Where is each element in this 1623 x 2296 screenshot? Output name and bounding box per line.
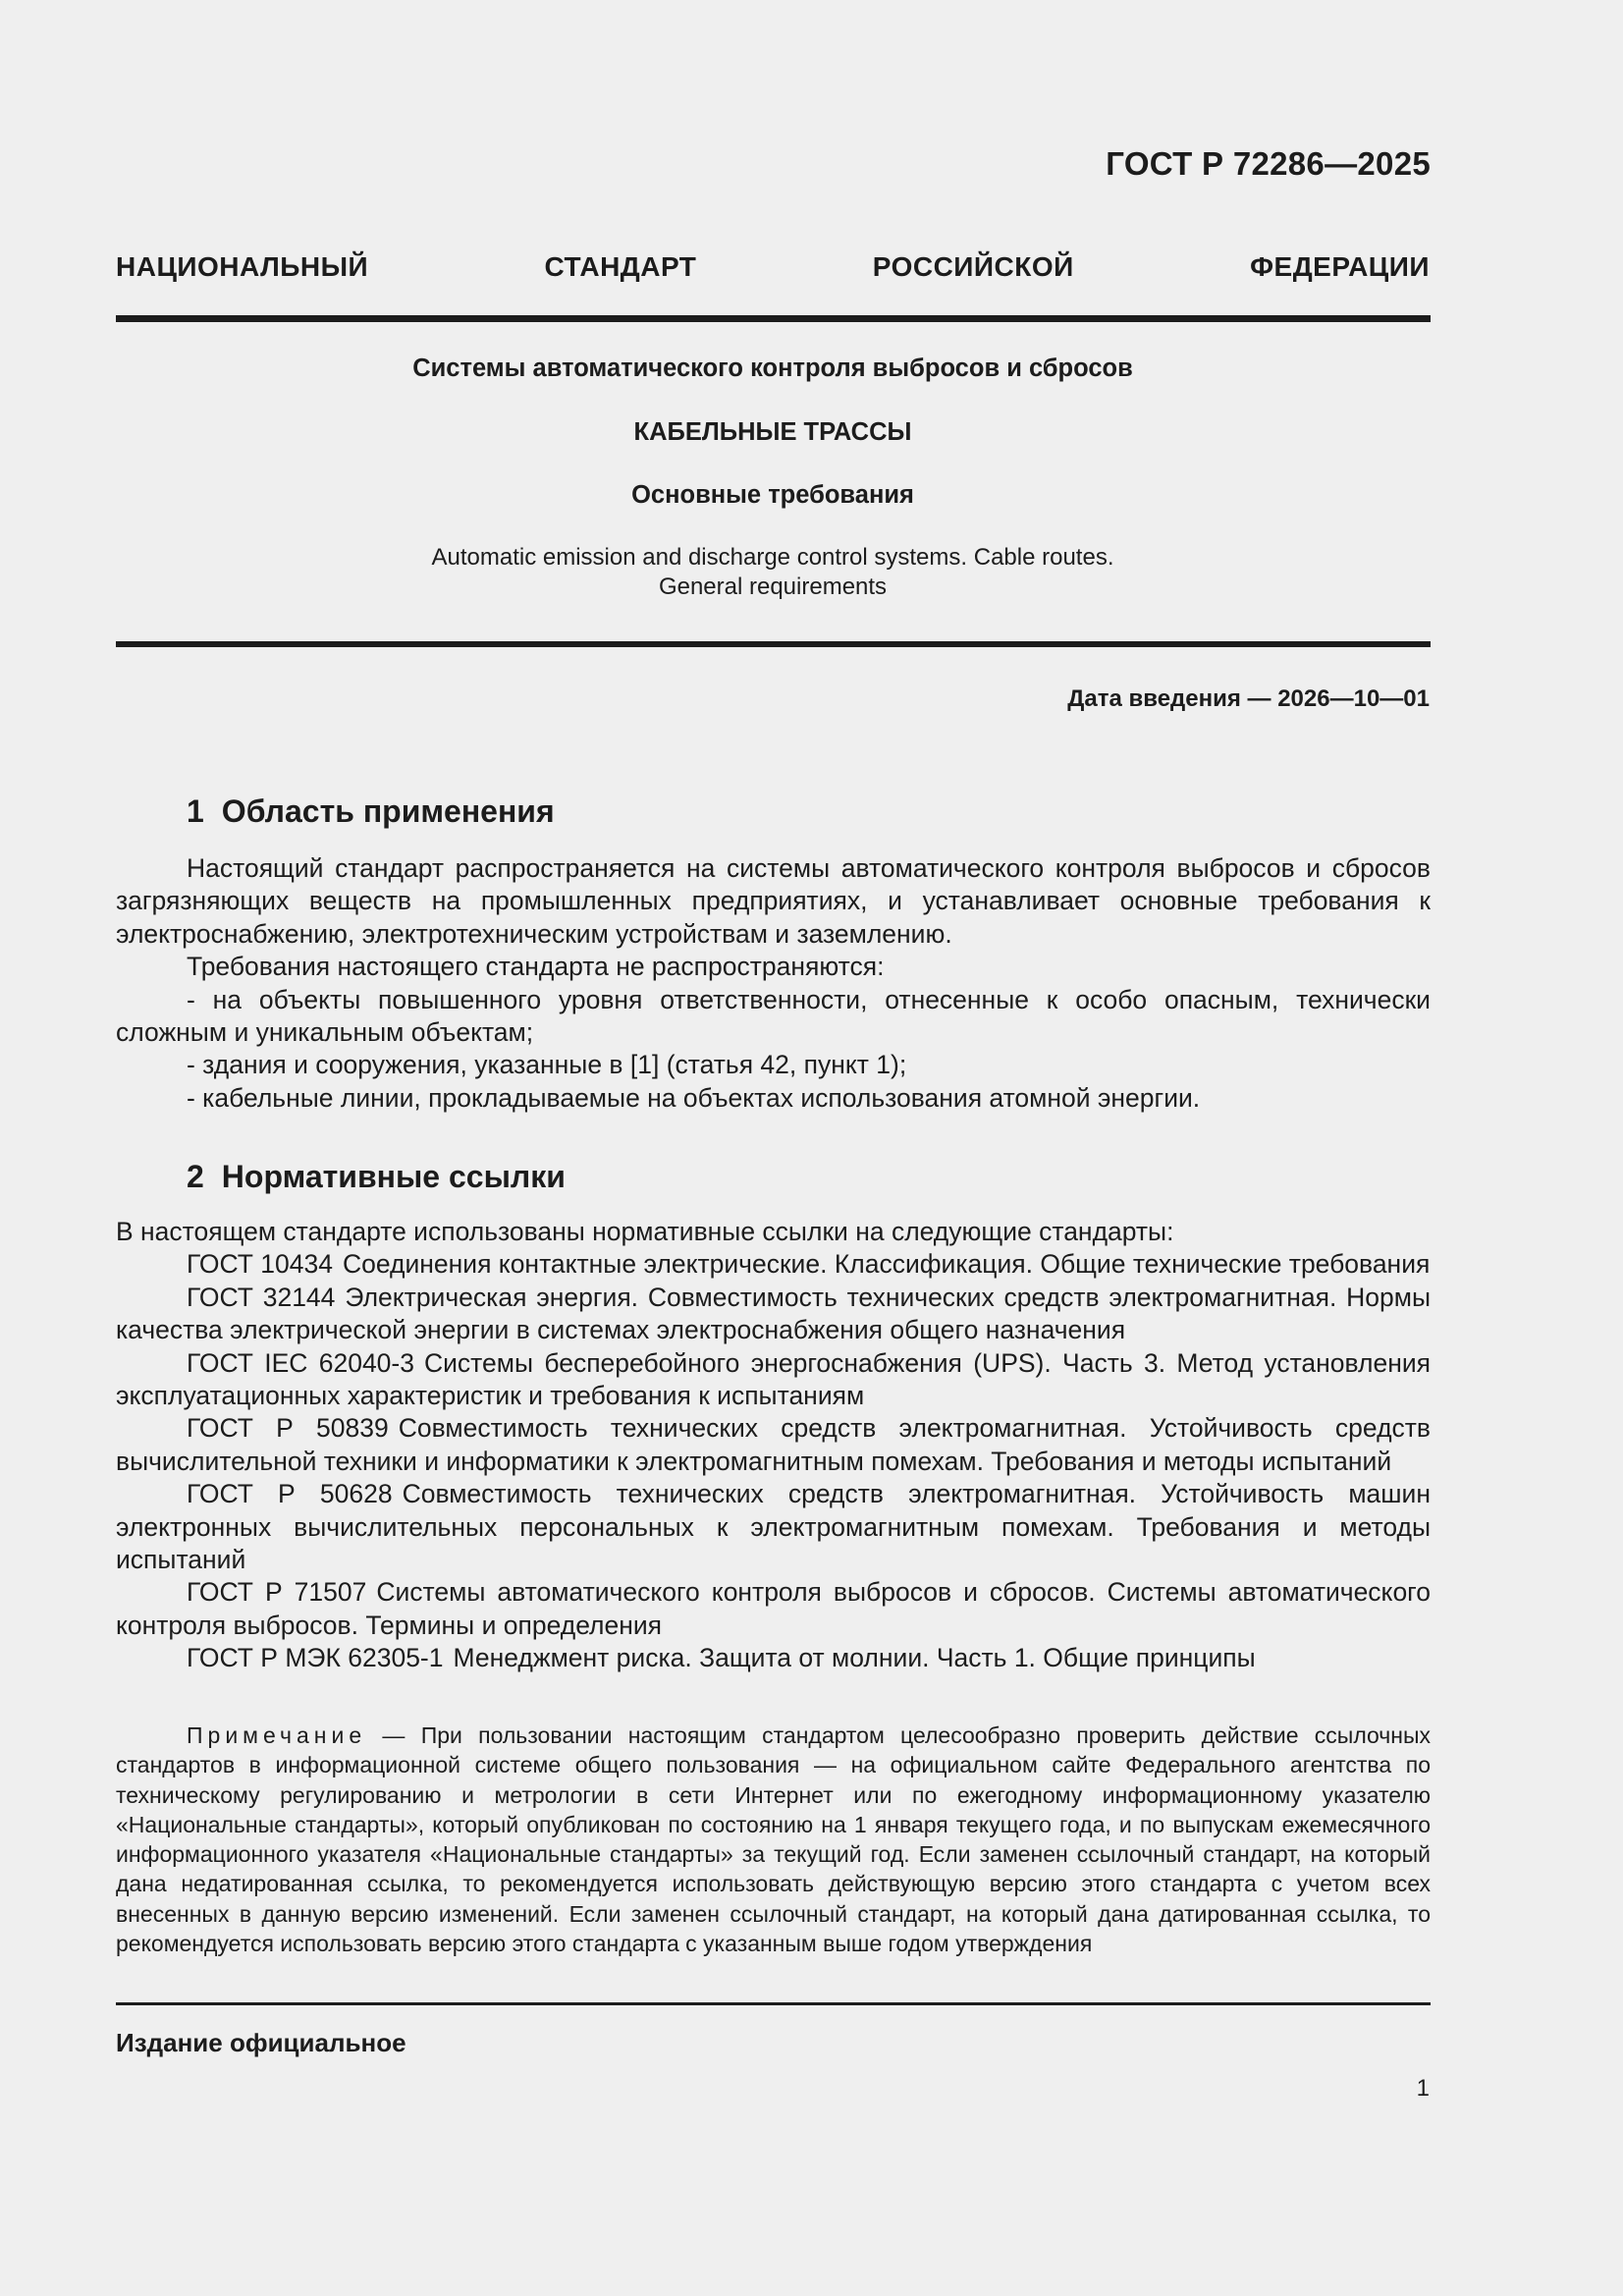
section-2-body <box>116 1216 1431 1675</box>
references-intro: В настоящем стандарте использованы нормативные ссылки на следующие стандарты: <box>116 1217 1174 1246</box>
reference-code: ГОСТ Р 71507 <box>187 1577 367 1608</box>
section-1-number: 1 <box>187 793 204 829</box>
references-note <box>116 1721 1431 1958</box>
introduction-date: Дата введения — 2026—10—01 <box>1067 685 1430 712</box>
edition-label: Издание официальное <box>116 2028 406 2057</box>
reference-item <box>116 1282 1431 1347</box>
reference-item <box>116 1347 1431 1413</box>
english-title-line-2: General requirements <box>658 574 888 600</box>
reference-title: Совместимость технических средств электромагнитная. Устойчивость машин электронных вычислительных персональных к электромагнитным помехам. Требования и методы испытаний <box>116 1479 1431 1575</box>
section-1-title: Область применения <box>221 793 555 829</box>
national-standard-banner: НАЦИОНАЛЬНЫЙ СТАНДАРТ РОССИЙСКОЙ ФЕДЕРАЦИИ <box>116 251 1430 282</box>
scope-list-item: - кабельные линии, прокладываемые на объектах использования атомной энергии. <box>187 1082 1201 1113</box>
footer-rule <box>116 2002 1431 2005</box>
scope-list-item: - здания и сооружения, указанные в [1] (статья 42, пункт 1); <box>187 1050 907 1080</box>
reference-item <box>116 1248 1431 1281</box>
page-number: 1 <box>1416 2075 1430 2102</box>
scope-paragraph: Требования настоящего стандарта не распространяются: <box>187 952 885 982</box>
english-title-line-1: Automatic emission and discharge control systems. Cable routes. <box>431 544 1114 571</box>
top-rule <box>116 315 1431 322</box>
reference-title: Менеджмент риска. Защита от молнии. Часть 1. Общие принципы <box>453 1643 1256 1673</box>
document-subtitle: КАБЕЛЬНЫЕ ТРАССЫ <box>633 418 912 446</box>
section-2-title: Нормативные ссылки <box>221 1159 566 1194</box>
reference-title: Системы автоматического контроля выбросов и сбросов. Системы автоматического контроля выбросов. Термины и определения <box>116 1577 1432 1640</box>
section-2-heading <box>187 1159 566 1195</box>
reference-item <box>116 1478 1431 1576</box>
reference-code: ГОСТ Р МЭК 62305-1 <box>187 1643 444 1673</box>
reference-title: Совместимость технических средств электромагнитная. Устойчивость средств вычислительной техники и информатики к электромагнитным помехам. Требования и методы испытаний <box>116 1413 1431 1476</box>
scope-list-item: - на объекты повышенного уровня ответственности, отнесенные к особо опасным, технически сложным и уникальным объектам; <box>116 984 1431 1048</box>
reference-item <box>116 1642 1431 1674</box>
reference-code: ГОСТ 10434 <box>187 1249 333 1280</box>
section-2-number: 2 <box>187 1159 204 1194</box>
section-1-body <box>116 852 1431 1115</box>
reference-title: Электрическая энергия. Совместимость технических средств электромагнитная. Нормы качества электрической энергии в системах электроснабжения общего назначения <box>116 1282 1431 1345</box>
reference-code: ГОСТ IEC 62040-3 <box>187 1347 414 1378</box>
section-1-heading <box>187 793 555 830</box>
reference-code: ГОСТ Р 50839 <box>187 1413 389 1444</box>
reference-title: Системы бесперебойного энергоснабжения (UPS). Часть 3. Метод установления эксплуатационных характеристик и требования к испытаниям <box>116 1347 1431 1411</box>
title-rule <box>116 641 1431 647</box>
document-number: ГОСТ Р 72286—2025 <box>1106 145 1431 182</box>
reference-code: ГОСТ Р 50628 <box>187 1479 393 1509</box>
document-title: Системы автоматического контроля выбросов и сбросов <box>412 355 1133 382</box>
scope-paragraph: Настоящий стандарт распространяется на системы автоматического контроля выбросов и сбросов загрязняющих веществ на промышленных предприятиях, и устанавливает основные требования к электроснабжению, электротехническим устройствам и заземлению. <box>116 853 1431 949</box>
note-text: — При пользовании настоящим стандартом целесообразно проверить действие ссылочных стандартов в информационной системе общего пользования — на официальном сайте Федерального агентства по техническому регулированию и метрологии в сети Интернет или по ежегодному информационному указателю «Национальные стандарты», который опубликован по состоянию на 1 января текущего года, и по выпускам ежемесячного информационного указателя «Национальные стандарты» за текущий год. Если заменен ссылочный стандарт, на который дана недатированная ссылка, то рекомендуется использовать действующую версию этого стандарта с учетом всех внесенных в данную версию изменений. Если заменен ссылочный стандарт, на который дана датированная ссылка, то рекомендуется использовать версию этого стандарта с указанным выше годом утверждения <box>116 1722 1432 1957</box>
reference-item <box>116 1412 1431 1478</box>
reference-title: Соединения контактные электрические. Классификация. Общие технические требования <box>342 1249 1431 1280</box>
reference-item <box>116 1576 1431 1642</box>
note-label: Примечание <box>187 1722 367 1748</box>
document-requirements-title: Основные требования <box>631 481 914 509</box>
reference-code: ГОСТ 32144 <box>187 1282 336 1312</box>
